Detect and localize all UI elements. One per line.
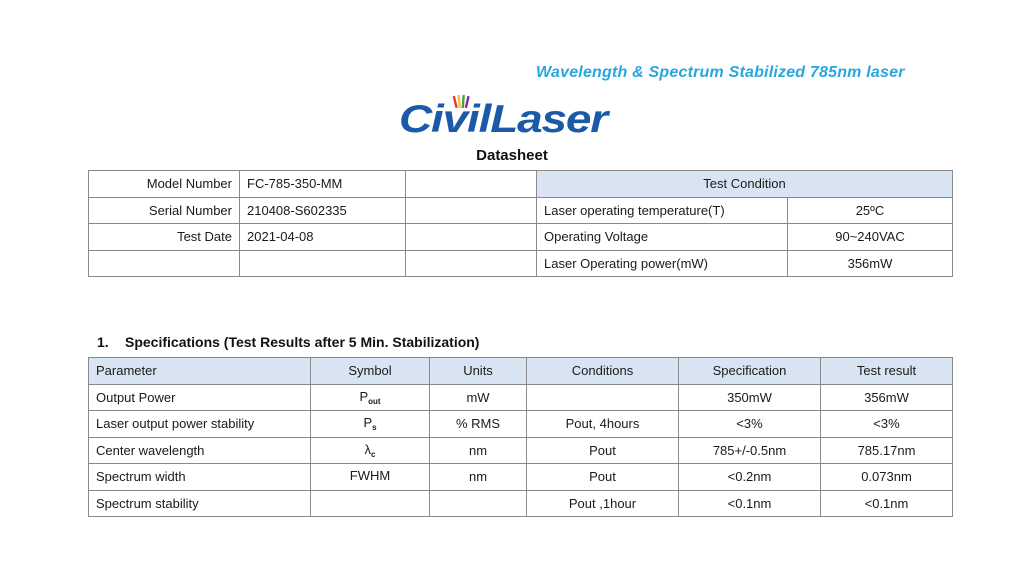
parameter-cell: Spectrum width	[89, 464, 311, 491]
info-value	[240, 250, 406, 277]
parameter-cell: Output Power	[89, 384, 311, 411]
result-cell: <3%	[821, 411, 953, 438]
units-cell	[430, 490, 527, 517]
section-number: 1.	[97, 334, 109, 350]
symbol-text: FWHM	[349, 468, 391, 484]
column-header: Parameter	[89, 358, 311, 385]
logo-wordmark: CivilLaser	[399, 98, 611, 138]
symbol-cell	[311, 437, 430, 464]
symbol-text: P	[363, 415, 373, 431]
symbol-cell	[311, 464, 430, 491]
condition-name: Laser Operating power(mW)	[537, 250, 788, 277]
specification-cell: <3%	[679, 411, 821, 438]
table-header-row	[89, 358, 953, 385]
condition-value: 25ºC	[788, 197, 953, 224]
conditions-cell: Pout	[527, 464, 679, 491]
specification-cell: <0.1nm	[679, 490, 821, 517]
table-row	[89, 464, 953, 491]
info-value: 2021-04-08	[240, 224, 406, 251]
parameter-cell: Center wavelength	[89, 437, 311, 464]
test-condition-header: Test Condition	[537, 171, 953, 198]
condition-value: 90~240VAC	[788, 224, 953, 251]
info-label	[89, 250, 240, 277]
info-row	[89, 250, 953, 277]
specification-cell: 785+/-0.5nm	[679, 437, 821, 464]
column-header: Test result	[821, 358, 953, 385]
blank-cell	[406, 250, 537, 277]
conditions-cell: Pout ,1hour	[527, 490, 679, 517]
column-header: Specification	[679, 358, 821, 385]
table-row	[89, 384, 953, 411]
result-cell: 356mW	[821, 384, 953, 411]
condition-value: 356mW	[788, 250, 953, 277]
column-header: Symbol	[311, 358, 430, 385]
info-row	[89, 224, 953, 251]
blank-cell	[406, 224, 537, 251]
section-title: Specifications (Test Results after 5 Min. Stabilization)	[125, 334, 480, 350]
specifications-heading	[97, 334, 479, 350]
units-cell: mW	[430, 384, 527, 411]
info-label: Serial Number	[89, 197, 240, 224]
specification-cell: <0.2nm	[679, 464, 821, 491]
symbol-text: P	[359, 388, 369, 404]
conditions-cell: Pout, 4hours	[527, 411, 679, 438]
info-row	[89, 171, 953, 198]
info-row	[89, 197, 953, 224]
units-cell: % RMS	[430, 411, 527, 438]
symbol-cell	[311, 411, 430, 438]
result-cell: 0.073nm	[821, 464, 953, 491]
column-header: Units	[430, 358, 527, 385]
civillaser-logo	[399, 92, 619, 138]
info-label: Test Date	[89, 224, 240, 251]
condition-name: Operating Voltage	[537, 224, 788, 251]
parameter-cell: Spectrum stability	[89, 490, 311, 517]
blank-cell	[406, 171, 537, 198]
result-cell: 785.17nm	[821, 437, 953, 464]
table-row	[89, 437, 953, 464]
result-cell: <0.1nm	[821, 490, 953, 517]
specifications-table	[88, 357, 953, 517]
blank-cell	[406, 197, 537, 224]
table-row	[89, 490, 953, 517]
info-label: Model Number	[89, 171, 240, 198]
parameter-cell: Laser output power stability	[89, 411, 311, 438]
symbol-cell	[311, 490, 430, 517]
symbol-text: λ	[364, 441, 372, 457]
table-row	[89, 411, 953, 438]
conditions-cell	[527, 384, 679, 411]
column-header: Conditions	[527, 358, 679, 385]
document-title: Datasheet	[476, 147, 548, 164]
symbol-subscript: out	[368, 396, 381, 406]
info-value: FC-785-350-MM	[240, 171, 406, 198]
info-table	[88, 170, 953, 277]
symbol-subscript: s	[372, 423, 377, 433]
condition-name: Laser operating temperature(T)	[537, 197, 788, 224]
symbol-subscript: c	[371, 449, 376, 459]
units-cell: nm	[430, 464, 527, 491]
tagline: Wavelength & Spectrum Stabilized 785nm laser	[536, 64, 905, 81]
symbol-cell	[311, 384, 430, 411]
specification-cell: 350mW	[679, 384, 821, 411]
info-value: 210408-S602335	[240, 197, 406, 224]
conditions-cell: Pout	[527, 437, 679, 464]
units-cell: nm	[430, 437, 527, 464]
